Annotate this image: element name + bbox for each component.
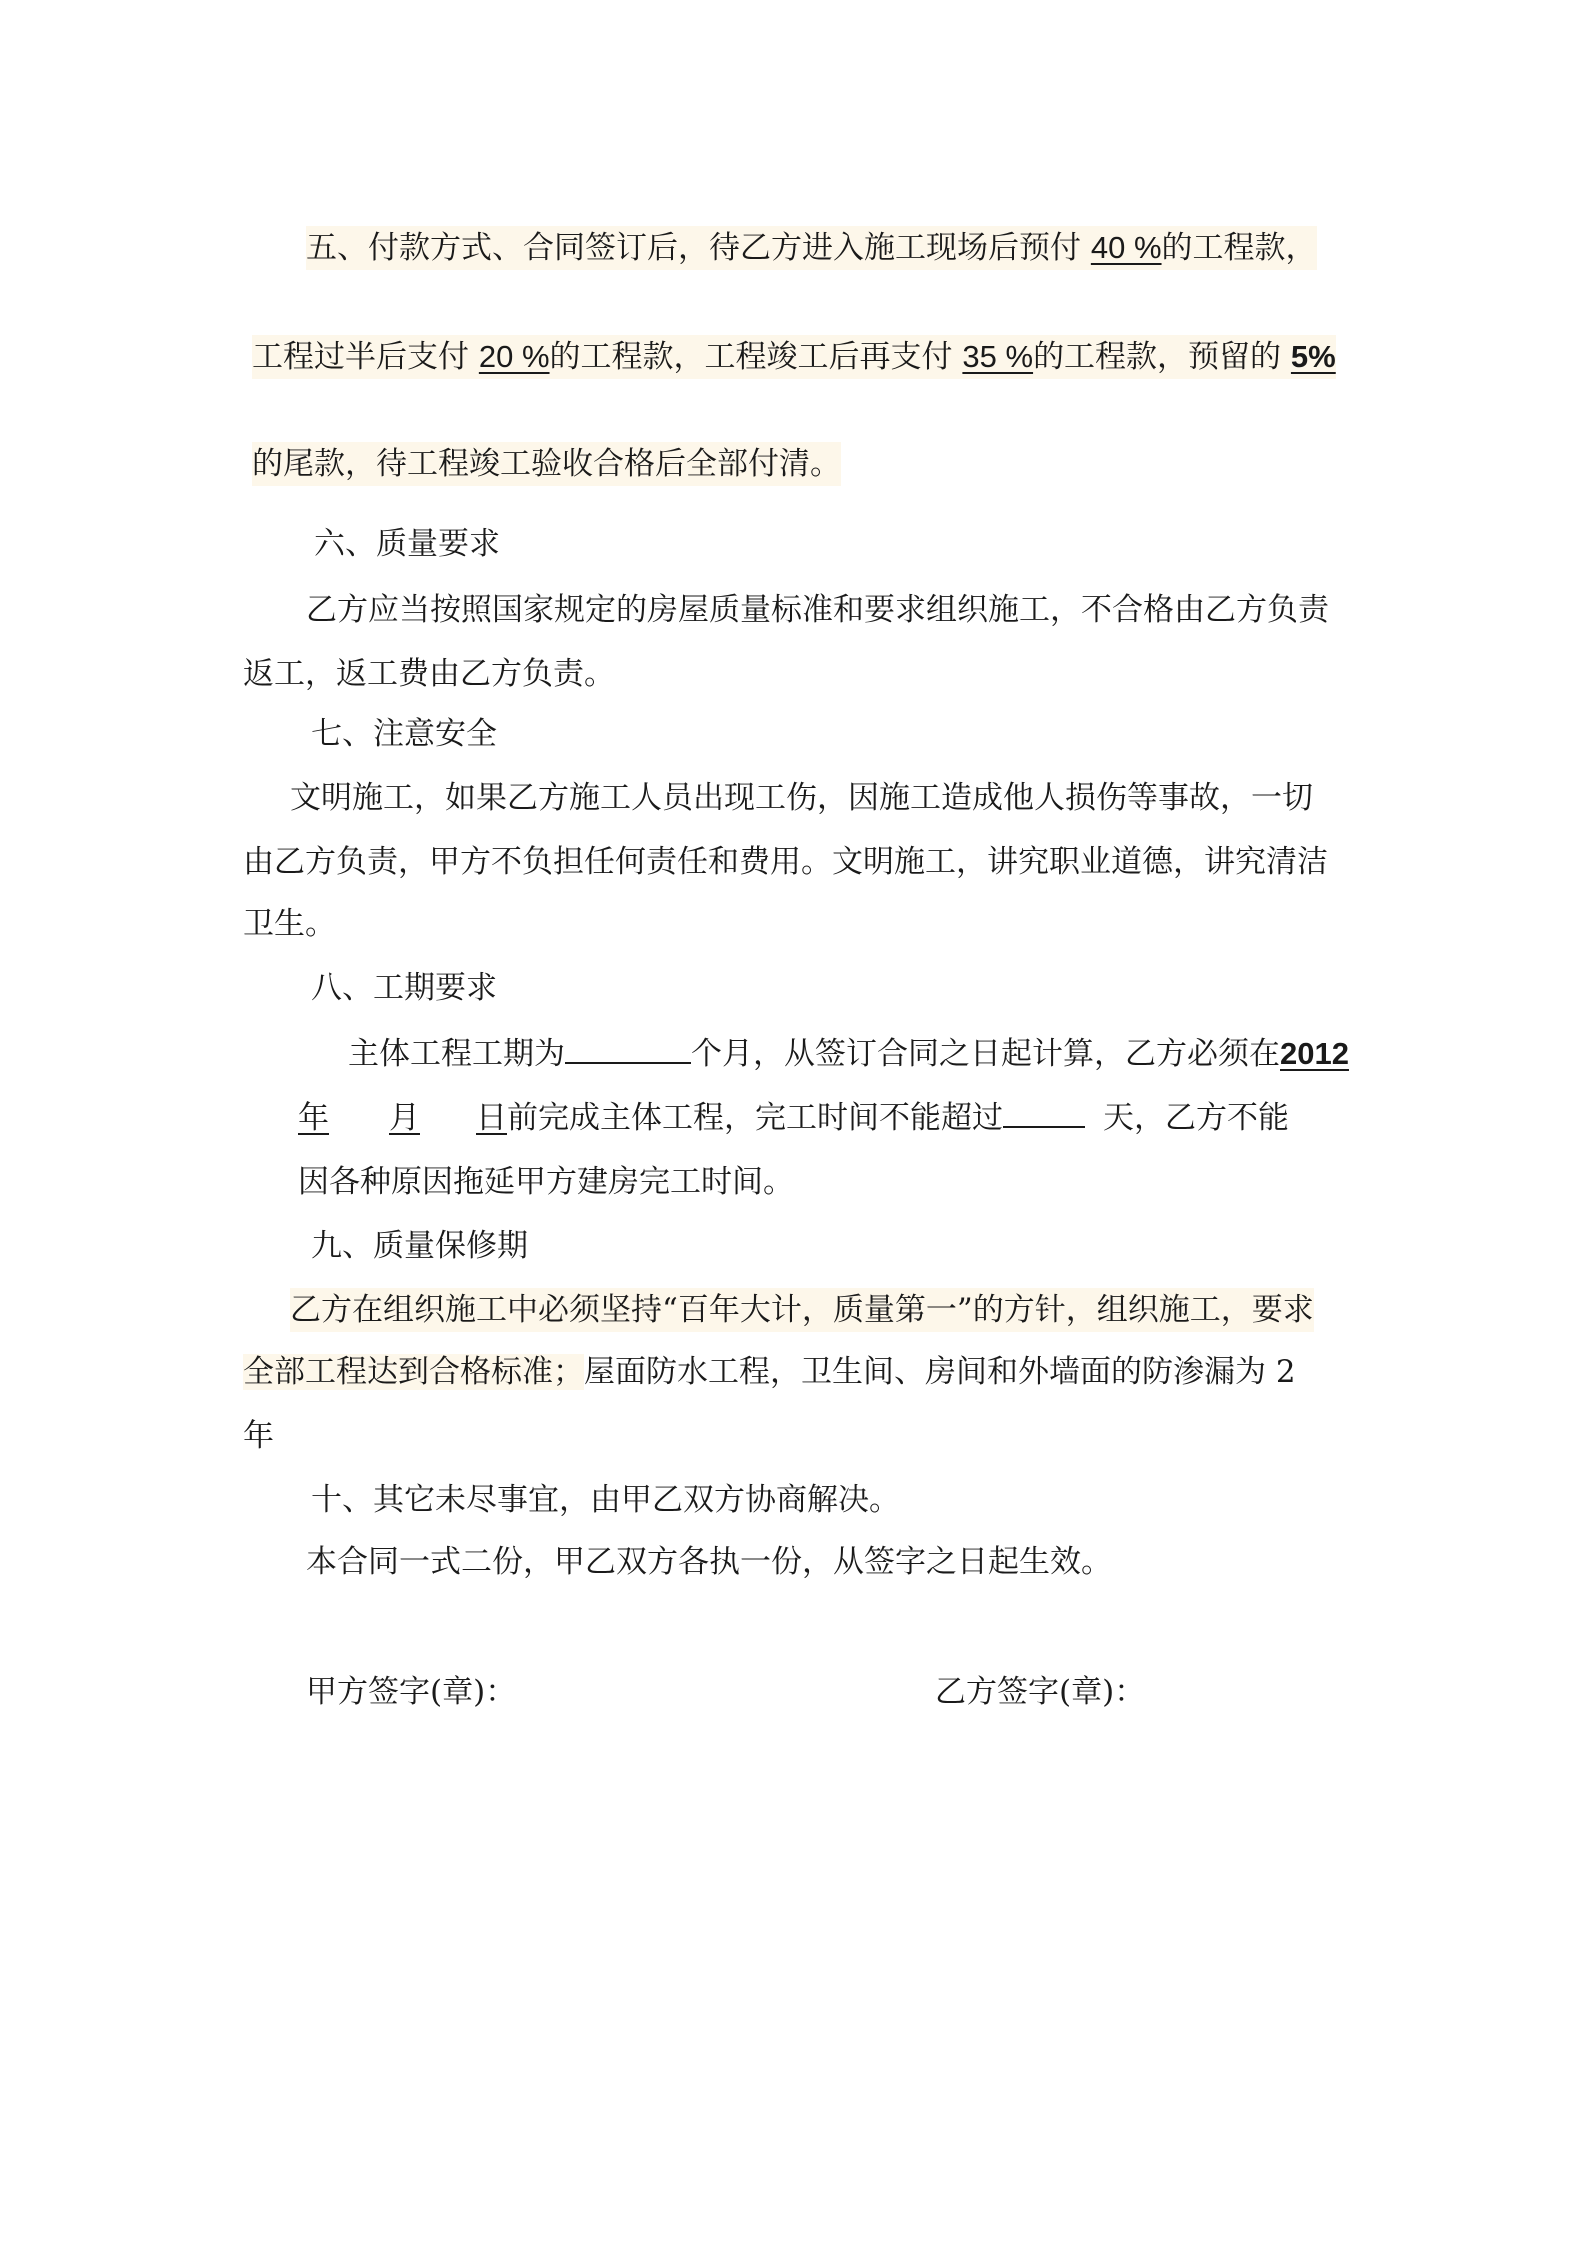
payment-clause-text: 五、付款方式、合同签订后，待乙方进入施工现场后预付 xyxy=(306,230,1091,266)
clause-text: 因各种原因拖延甲方建房完工时间。 xyxy=(298,1164,794,1200)
clause-text: 前完成主体工程，完工时间不能超过 xyxy=(507,1100,1003,1136)
clause-text: 主体工程工期为 xyxy=(348,1036,565,1072)
clause-text: 乙方应当按照国家规定的房屋质量标准和要求组织施工，不合格由乙方负责 xyxy=(306,592,1329,628)
payment-clause-text: 的工程款，工程竣工后再支付 xyxy=(549,339,963,375)
heading-text: 六、质量要求 xyxy=(314,526,500,562)
months-blank xyxy=(565,1032,691,1064)
clause-text: 全部工程达到合格标准； xyxy=(243,1354,584,1390)
section-heading-other xyxy=(311,1478,900,1522)
party-b-signature xyxy=(935,1670,1145,1714)
quality-clause-line-2 xyxy=(243,652,615,696)
schedule-clause-line-2 xyxy=(298,1096,1289,1140)
clause-text: 返工，返工费由乙方负责。 xyxy=(243,656,615,692)
clause-text: 本合同一式二份，甲乙双方各执一份，从签字之日起生效。 xyxy=(306,1544,1112,1580)
payment-clause-text: 的工程款，预留的 xyxy=(1033,339,1291,375)
party-a-signature xyxy=(306,1670,516,1714)
safety-clause-line-1 xyxy=(290,776,1313,820)
midway-percentage: 20 % xyxy=(478,339,550,374)
year-unit: 年 xyxy=(298,1100,329,1136)
payment-clause-line-1 xyxy=(306,226,1317,270)
safety-clause-line-2 xyxy=(243,840,1328,884)
deadline-date xyxy=(298,1100,507,1136)
clause-text: 个月，从签订合同之日起计算，乙方必须在 xyxy=(691,1036,1280,1072)
safety-clause-line-3 xyxy=(243,902,336,946)
retention-percentage: 5% xyxy=(1290,339,1336,374)
clause-text: 由乙方负责，甲方不负担任何责任和费用。文明施工，讲究职业道德，讲究清洁 xyxy=(243,844,1328,880)
section-heading-quality xyxy=(314,522,500,566)
day-unit: 日 xyxy=(476,1100,507,1136)
completion-percentage: 35 % xyxy=(962,339,1034,374)
payment-clause-text: 的工程款， xyxy=(1161,230,1317,266)
clause-text: 乙方在组织施工中必须坚持“百年大计，质量第一”的方针，组织施工，要求 xyxy=(290,1292,1314,1328)
section-heading-schedule xyxy=(311,966,497,1010)
heading-text: 十、其它未尽事宜，由甲乙双方协商解决。 xyxy=(311,1482,900,1518)
copies-clause xyxy=(306,1540,1112,1584)
payment-clause-text: 工程过半后支付 xyxy=(252,339,479,375)
payment-clause-line-3 xyxy=(252,442,841,486)
schedule-clause-line-3 xyxy=(298,1160,794,1204)
clause-text: 年 xyxy=(243,1418,274,1454)
clause-text: 屋面防水工程，卫生间、房间和外墙面的防渗漏为 2 xyxy=(584,1354,1296,1390)
month-unit: 月 xyxy=(389,1100,420,1136)
heading-text: 八、工期要求 xyxy=(311,970,497,1006)
clause-text: 文明施工，如果乙方施工人员出现工伤，因施工造成他人损伤等事故，一切 xyxy=(290,780,1313,816)
signature-label: 甲方签字(章)： xyxy=(306,1674,517,1710)
days-blank xyxy=(1003,1096,1085,1128)
section-heading-warranty xyxy=(311,1224,528,1268)
schedule-clause-line-1 xyxy=(348,1032,1349,1076)
quality-clause-line-1 xyxy=(306,588,1329,632)
payment-clause-line-2 xyxy=(252,335,1336,379)
clause-text: 卫生。 xyxy=(243,906,336,942)
deadline-year: 2012 xyxy=(1280,1036,1349,1071)
signature-label: 乙方签字(章)： xyxy=(935,1674,1146,1710)
section-heading-safety xyxy=(311,712,497,756)
advance-percentage: 40 % xyxy=(1090,230,1162,265)
heading-text: 七、注意安全 xyxy=(311,716,497,752)
heading-text: 九、质量保修期 xyxy=(311,1228,528,1264)
warranty-clause-line-3 xyxy=(243,1414,274,1458)
warranty-clause-line-1 xyxy=(290,1288,1314,1332)
payment-clause-text: 的尾款，待工程竣工验收合格后全部付清。 xyxy=(252,446,841,482)
clause-text: 天，乙方不能 xyxy=(1103,1100,1289,1136)
warranty-clause-line-2 xyxy=(243,1350,1296,1394)
